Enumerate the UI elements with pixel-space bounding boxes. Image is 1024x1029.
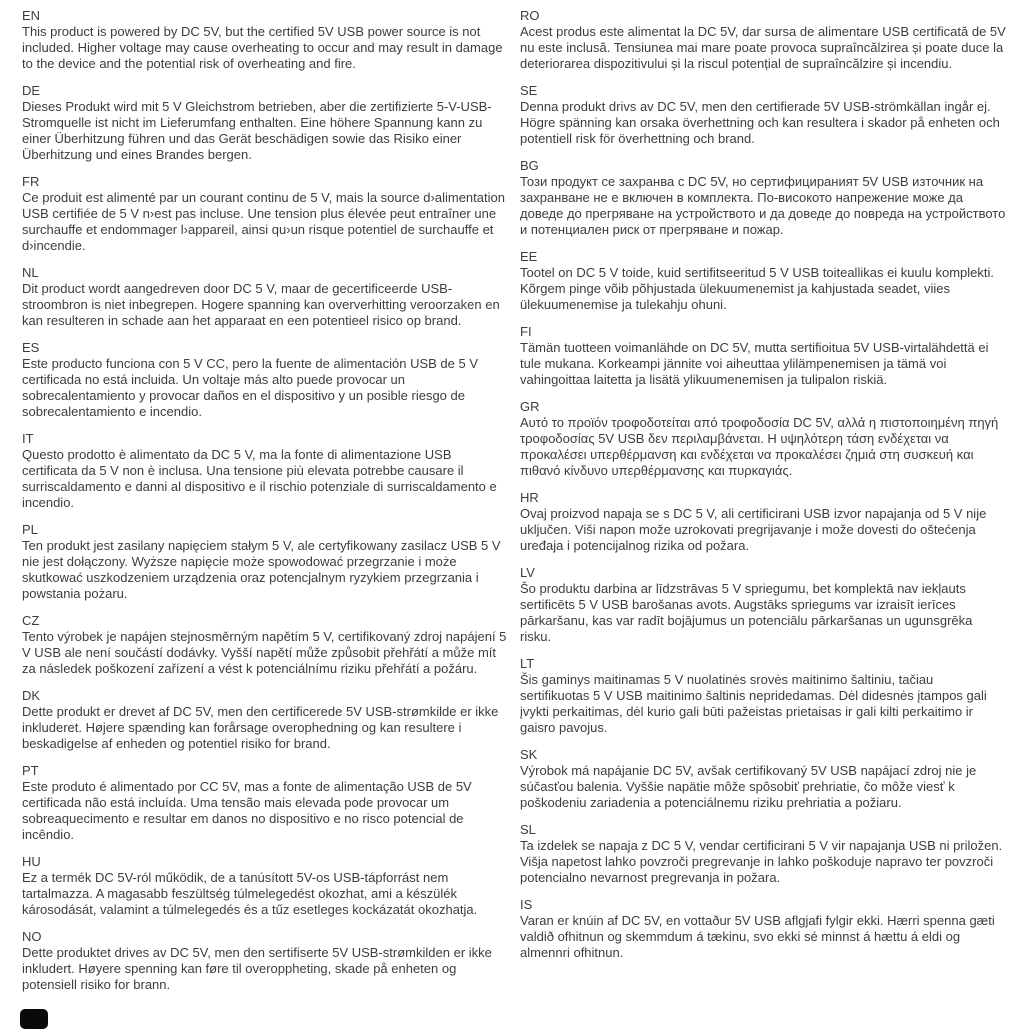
- language-text: Dieses Produkt wird mit 5 V Gleichstrom betrieben, aber die zertifizierte 5-V-USB-Stromquelle ist nicht im Lieferumfang enthalten. Eine höhere Spannung kann zu einer Überhitzung führen und das Gerät beschädigen sowie das Risiko einer Überhitzung und eines Brandes bergen.: [22, 99, 492, 162]
- language-section-gr: [520, 399, 1006, 479]
- language-code: BG: [520, 158, 539, 173]
- language-section-sk: [520, 747, 1006, 811]
- language-section-bg: [520, 158, 1006, 238]
- language-text: Tämän tuotteen voimanlähde on DC 5V, mutta sertifioitua 5V USB-virtalähdettä ei tule mukana. Korkeampi jännite voi aiheuttaa ylilämpenemisen ja tämä voi vahingoittaa laitetta ja lisätä ylikuumenemisen ja tulipalon riskiä.: [520, 340, 989, 387]
- language-code: DK: [22, 688, 41, 703]
- language-section-ee: [520, 249, 1006, 313]
- language-code: IS: [520, 897, 533, 912]
- language-text: Varan er knúin af DC 5V, en vottaður 5V USB aflgjafi fylgir ekki. Hærri spenna gæti valdið ofhitnun og skemmdum á tækinu, svo ekki sé minnst á hættu á eldi og almennri ofhitnun.: [520, 913, 995, 960]
- language-text: Ta izdelek se napaja z DC 5 V, vendar certificirani 5 V vir napajanja USB ni priložen. Višja napetost lahko povzroči pregrevanje in lahko poškoduje napravo ter povzroči potencialno nevarnost pregrevanja in požara.: [520, 838, 1003, 885]
- language-text: Ce produit est alimenté par un courant continu de 5 V, mais la source d›alimentation USB certifiée de 5 V n›est pas incluse. Une tension plus élevée peut entraîner une surchauffe et endommager l›appareil, ainsi qu›un risque potentiel de surchauffe et d›incendie.: [22, 190, 505, 253]
- language-code: NL: [22, 265, 39, 280]
- language-text: Ovaj proizvod napaja se s DC 5 V, ali certificirani USB izvor napajanja od 5 V nije uključen. Viši napon može uzrokovati pregrijavanje i može dovesti do oštećenja uređaja i potencijalnog rizika od požara.: [520, 506, 987, 553]
- language-section-hu: [22, 854, 508, 918]
- language-code: FR: [22, 174, 40, 189]
- language-section-cz: [22, 613, 508, 677]
- language-text: Acest produs este alimentat la DC 5V, dar sursa de alimentare USB certificată de 5V nu este inclusă. Tensiunea mai mare poate provoca supraîncălzirea și poate duce la deteriorarea dispozitivului și la riscul potențial de supraîncălzire și incendiu.: [520, 24, 1006, 71]
- language-code: ES: [22, 340, 40, 355]
- language-code: NO: [22, 929, 42, 944]
- language-text: Ten produkt jest zasilany napięciem stałym 5 V, ale certyfikowany zasilacz USB 5 V nie jest dołączony. Wyższe napięcie może spowodować przegrzanie i może skutkować uszkodzeniem urządzenia oraz potencjalnym ryzykiem przegrzania i powstania pożaru.: [22, 538, 501, 601]
- language-text: Αυτό το προϊόν τροφοδοτείται από τροφοδοσία DC 5V, αλλά η πιστοποιημένη πηγή τροφοδοσίας 5V USB δεν περιλαμβάνεται. Η υψηλότερη τάση ενδέχεται να προκαλέσει υπερθέρμανση και ενδέχεται να προκαλέσει ζημιά στη συσκευή και πιθανό κίνδυνο υπερθέρμανσης και πυρκαγιάς.: [520, 415, 999, 478]
- language-text: Este produto é alimentado por CC 5V, mas a fonte de alimentação USB de 5V certificada não está incluída. Uma tensão mais elevada pode provocar um sobreaquecimento e resultar em danos no dispositivo e no risco potencial de incêndio.: [22, 779, 472, 842]
- language-code: IT: [22, 431, 34, 446]
- language-code: RO: [520, 8, 540, 23]
- language-code: CZ: [22, 613, 40, 628]
- language-section-ro: [520, 8, 1006, 72]
- language-section-dk: [22, 688, 508, 752]
- language-section-de: [22, 83, 508, 163]
- language-code: LT: [520, 656, 535, 671]
- language-text: Výrobok má napájanie DC 5V, avšak certifikovaný 5V USB napájací zdroj nie je súčasťou balenia. Vyššie napätie môže spôsobiť prehriatie, čo môže viesť k poškodeniu zariadenia a potenciálnemu riziku prehriatia a požiaru.: [520, 763, 977, 810]
- language-section-se: [520, 83, 1006, 147]
- language-text: Tento výrobek je napájen stejnosměrným napětím 5 V, certifikovaný zdroj napájení 5 V USB ale není součástí dodávky. Vyšší napětí může způsobit přehřátí a může mít za následek poškození zařízení a vést k potenciálnímu riziku přehřátí a požáru.: [22, 629, 507, 676]
- language-section-is: [520, 897, 1006, 961]
- language-section-it: [22, 431, 508, 511]
- left-column: [22, 8, 508, 1004]
- language-code: FI: [520, 324, 532, 339]
- language-code: DE: [22, 83, 41, 98]
- language-section-es: [22, 340, 508, 420]
- language-text: Ez a termék DC 5V-ról működik, de a tanúsított 5V-os USB-tápforrást nem tartalmazza. A magasabb feszültség túlmelegedést okozhat, ami a készülék károsodását, valamint a túlmelegedés és a tűz esetleges kockázatát okozhatja.: [22, 870, 478, 917]
- language-text: Dit product wordt aangedreven door DC 5 V, maar de gecertificeerde USB-stroombron is niet inbegrepen. Hogere spanning kan oververhitting veroorzaken en kan resulteren in schade aan het apparaat en een potentieel risico op brand.: [22, 281, 500, 328]
- language-section-lv: [520, 565, 1006, 645]
- language-section-en: [22, 8, 508, 72]
- language-code: SE: [520, 83, 538, 98]
- language-section-no: [22, 929, 508, 993]
- language-code: SK: [520, 747, 538, 762]
- language-section-pt: [22, 763, 508, 843]
- language-text: Tootel on DC 5 V toide, kuid sertifitseeritud 5 V USB toiteallikas ei kuulu komplekti. Kõrgem pinge võib põhjustada ülekuumenemist ja kahjustada seadet, viies ülekuumenemise ja tulekahju ohuni.: [520, 265, 995, 312]
- language-text: Questo prodotto è alimentato da DC 5 V, ma la fonte di alimentazione USB certificata da 5 V non è inclusa. Una tensione più elevata potrebbe causare il surriscaldamento e danni al dispositivo e il rischio potenziale di surriscaldamento e incendio.: [22, 447, 497, 510]
- language-text: Šis gaminys maitinamas 5 V nuolatinės srovės maitinimo šaltiniu, tačiau sertifikuotas 5 V USB maitinimo šaltinis nepridedamas. Dėl didesnės įtampos gali įvykti perkaitimas, dėl kurio gali būti pažeistas prietaisas ir gali kilti perkaitimo ir gaisro pavojus.: [520, 672, 987, 735]
- language-code: SL: [520, 822, 536, 837]
- language-text: Dette produkt er drevet af DC 5V, men den certificerede 5V USB-strømkilde er ikke inkluderet. Højere spænding kan forårsage overophedning og kan resultere i beskadigelse af enheden og potentiel risiko for brand.: [22, 704, 499, 751]
- language-section-lt: [520, 656, 1006, 736]
- language-text: This product is powered by DC 5V, but the certified 5V USB power source is not included. Higher voltage may cause overheating to occur and may result in damage to the device and the potential risk of overheating and fire.: [22, 24, 503, 71]
- language-text: Dette produktet drives av DC 5V, men den sertifiserte 5V USB-strømkilden er ikke inkludert. Høyere spenning kan føre til overoppheting, skade på enheten og potensiell risiko for brann.: [22, 945, 492, 992]
- language-code: EN: [22, 8, 41, 23]
- page-corner-mark: [20, 1009, 48, 1029]
- language-text: Šo produktu darbina ar līdzstrāvas 5 V spriegumu, bet komplektā nav iekļauts sertificēts 5 V USB barošanas avots. Augstāks spriegums var izraisīt ierīces pārkaršanu, kas var radīt bojājumus un potenciālu pārkaršanas un ugunsgrēka risku.: [520, 581, 973, 644]
- language-section-fr: [22, 174, 508, 254]
- language-section-sl: [520, 822, 1006, 886]
- language-code: EE: [520, 249, 538, 264]
- language-code: LV: [520, 565, 535, 580]
- language-section-pl: [22, 522, 508, 602]
- language-text: Denna produkt drivs av DC 5V, men den certifierade 5V USB-strömkällan ingår ej. Högre spänning kan orsaka överhettning och kan resultera i skador på enheten och potentiell risk för överhettning och brand.: [520, 99, 1000, 146]
- language-text: Този продукт се захранва с DC 5V, но сертифицираният 5V USB източник на захранване не е включен в комплекта. По-високото напрежение може да доведе до прегряване на устройството и да доведе до повреда на устройството и потенциален риск от прегряване и пожар.: [520, 174, 1006, 237]
- language-code: PL: [22, 522, 38, 537]
- language-section-nl: [22, 265, 508, 329]
- language-section-fi: [520, 324, 1006, 388]
- language-code: GR: [520, 399, 540, 414]
- right-column: [520, 8, 1006, 1004]
- language-code: PT: [22, 763, 39, 778]
- language-section-hr: [520, 490, 1006, 554]
- language-code: HU: [22, 854, 41, 869]
- language-code: HR: [520, 490, 539, 505]
- language-text: Este producto funciona con 5 V CC, pero la fuente de alimentación USB de 5 V certificada no está incluida. Un voltaje más alto puede provocar un sobrecalentamiento y provocar daños en el dispositivo y un posible riesgo de sobrecalentamiento e incendio.: [22, 356, 478, 419]
